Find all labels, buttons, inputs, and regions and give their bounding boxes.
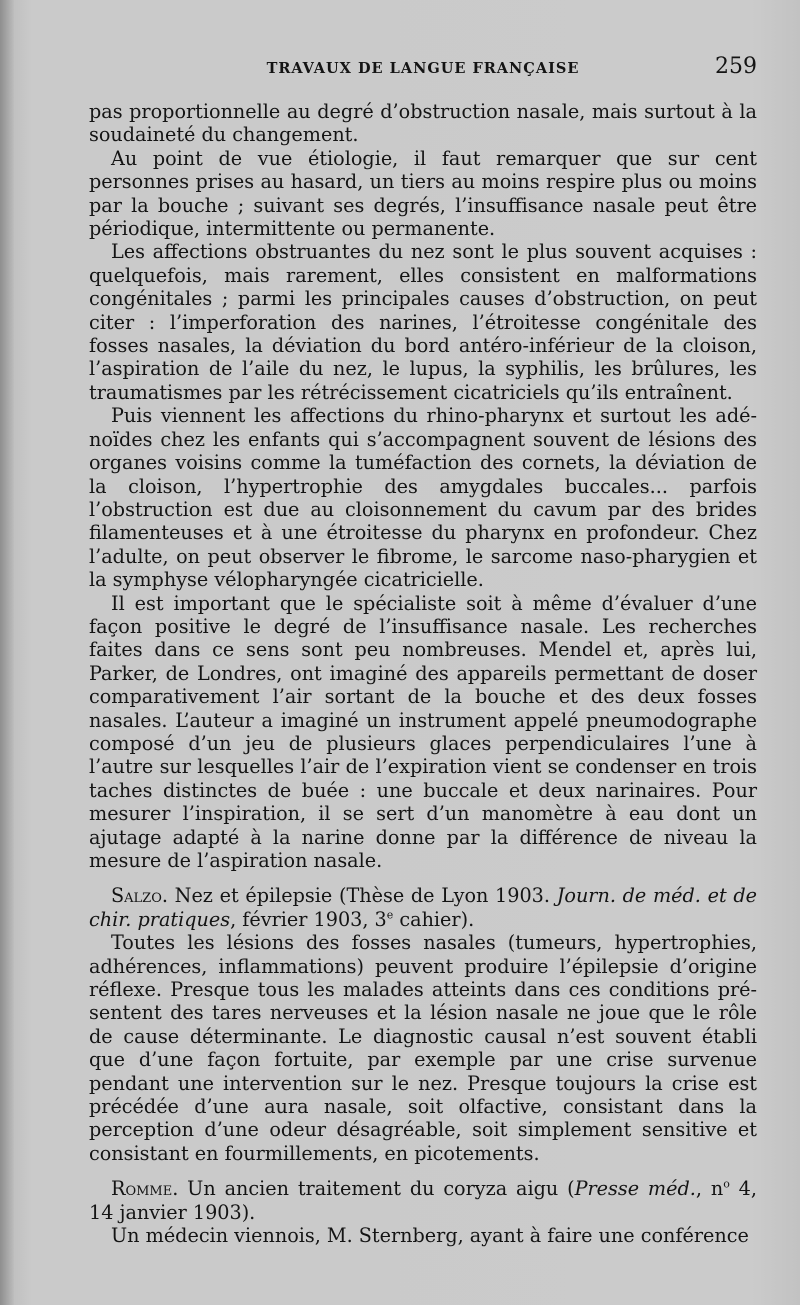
entry-end: 4, 14 janvier 1903). bbox=[89, 1177, 757, 1224]
entry-superscript: o bbox=[723, 1177, 730, 1191]
page-edge-shadow bbox=[0, 0, 14, 1305]
entry-journal: Journ. de méd. et de chir. pratiques bbox=[89, 884, 758, 931]
bibliographic-entry-romme bbox=[89, 1177, 757, 1224]
entry-title: Nez et épilepsie (Thèse de Lyon 1903. bbox=[167, 884, 557, 908]
entry-author: Romme. bbox=[111, 1177, 179, 1201]
page-number: 259 bbox=[715, 54, 757, 79]
running-title: TRAVAUX DE LANGUE FRANÇAISE bbox=[266, 60, 580, 77]
entry-date: , février 1903, 3 bbox=[230, 907, 387, 931]
entry-superscript: e bbox=[386, 908, 394, 922]
entry-journal: Presse méd. bbox=[574, 1177, 696, 1201]
body-text bbox=[89, 100, 757, 1248]
entry-date: , n bbox=[695, 1177, 724, 1201]
paragraph-evaluation: Il est important que le spécialiste soit à même d’évaluer d’une façon positive le degré de l’insuffisance nasale. Les recherches faites dans ce sens sont peu nombreuses. Mendel et, après lui, Parker, de Londres, ont imaginé des appareils permettant de doser comparativement l’air sortant de la bouche et des deux fosses nasales. L’auteur a imaginé un instrument appelé pneumodographe composé d’un jeu de plusieurs glaces perpendiculaires l’une à l’autre sur lesquelles l’air de l’expiration vient se condenser en trois taches distinctes de buée : une buccale et deux narinaires. Pour mesurer l’inspiration, il se sert d’un manomètre à eau dont un ajutage adapté à la narine donne par la différence de niveau la mesure de l’aspiration nasale. bbox=[89, 591, 757, 872]
page-header bbox=[89, 54, 757, 84]
paragraph-salzo-summary: Toutes les lésions des fosses nasales (tumeurs, hypertrophies, adhérences, inflammations) peuvent produire l’épilepsie d’origine réflexe. Presque tous les malades atteints dans ces conditions présentent des tares nerveuses et la lésion nasale ne joue que le rôle de cause déterminante. Le diagnostic causal n’est souvent établi que d’une façon fortuite, par exemple par une crise survenue pendant une intervention sur le nez. Presque toujours la crise est précédée d’une aura nasale, soit olfactive, consistant dans la perception d’une odeur désagréable, soit simplement sensitive et consistant en fourmillements, en picotements. bbox=[89, 931, 757, 1165]
entry-title: Un ancien traitement du coryza aigu ( bbox=[178, 1177, 575, 1201]
bibliographic-entry-salzo bbox=[89, 884, 757, 931]
paragraph-obstructive-affections: Les affections obstruantes du nez sont le plus souvent acquises : quelquefois, mais rarement, elles consistent en malformations congénitales ; parmi les principales causes d’obstruction, on peut citer : l’imperforation des narines, l’étroitesse congénitale des fosses nasales, la déviation du bord antéro-inférieur de la cloison, l’aspiration de l’aile du nez, le lupus, la syphilis, les brûlures, les traumatismes par les rétrécissement cicatriciels qu’ils entraînent. bbox=[89, 240, 757, 404]
entry-end: cahier). bbox=[393, 907, 475, 931]
entry-author: Salzo. bbox=[111, 884, 168, 908]
paragraph-rhino-pharynx: Puis viennent les affections du rhino-pharynx et surtout les adénoïdes chez les enfants qui s’accompagnent souvent de lésions des organes voisins comme la tuméfaction des cornets, la déviation de la cloison, l’hypertrophie des amygdales buccales... parfois l’obstruction est due au cloisonnement du cavum par des brides filamenteuses et à une étroitesse du pharynx en profondeur. Chez l’adulte, on peut observer le fibrome, le sarcome naso-pharygien et la symphyse vélopharyngée cicatricielle. bbox=[89, 404, 757, 592]
paragraph-romme-summary: Un médecin viennois, M. Sternberg, ayant à faire une conférence bbox=[111, 1224, 749, 1248]
paragraph-etiology: Au point de vue étiologie, il faut remarquer que sur cent personnes prises au hasard, un tiers au moins respire plus ou moins par la bouche ; suivant ses degrés, l’insuffisance nasale peut être périodique, intermittente ou permanente. bbox=[89, 146, 757, 241]
paragraph-continuation: pas proportionnelle au degré d’obstruction nasale, mais surtout à la soudaineté du changement. bbox=[89, 100, 757, 147]
